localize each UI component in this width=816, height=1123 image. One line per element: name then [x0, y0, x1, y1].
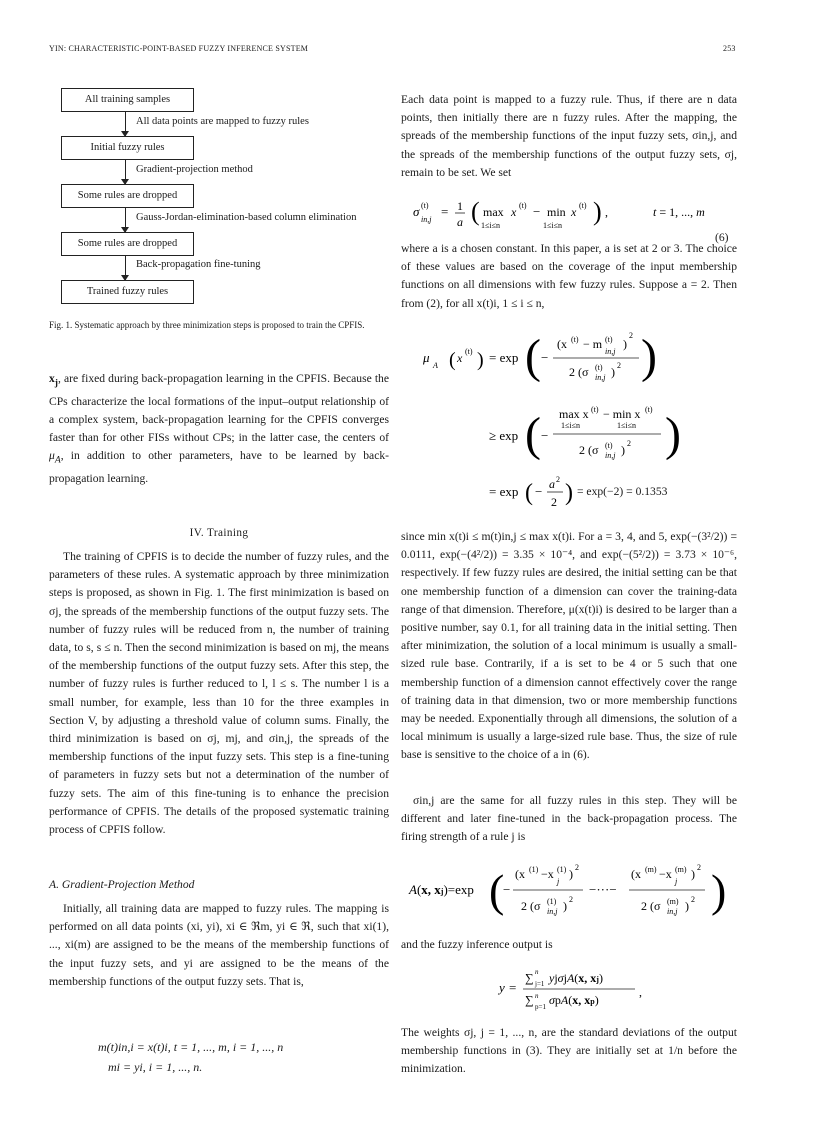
left-para-1: $x_j$, are fixed during back-propagation learning in the CPFIS. Because the CPs characterize the local formations of the input–output relationship of a complex system, back-propagation learning for the CPFIS converges faster than for other FISs without CPs; in the latter case, the centers of $\mu_A$, in addition to other parameters, have to be learned by back-propagation learning. [49, 372, 389, 485]
svg-text:(t): (t) [595, 363, 603, 372]
svg-text:j=1: j=1 [535, 980, 545, 988]
svg-text:): ) [685, 899, 689, 913]
svg-text:x: x [457, 351, 463, 365]
svg-text:2: 2 [627, 439, 631, 448]
svg-text:2: 2 [691, 895, 695, 904]
svg-text:(1): (1) [557, 865, 567, 874]
svg-text:in,j: in,j [605, 451, 616, 460]
svg-text:n: n [535, 968, 539, 976]
left-para-3: Initially, all training data are mapped to fuzzy rules. The mapping is performed on all data points (xi, yi), xi ∈ ℜm, yi ∈ ℜ, such that xi(1), ..., xi(m) are assigned to be the means of the membership functions of the input fuzzy sets, and yi are assigned to be the means of the membership functions of the output fuzzy sets. That is, [49, 902, 389, 988]
svg-text:): ) [611, 365, 615, 379]
svg-text:2: 2 [629, 331, 633, 340]
svg-text:j: j [557, 877, 560, 886]
svg-text:(m): (m) [645, 865, 657, 874]
svg-text:1≤i≤n: 1≤i≤n [561, 421, 581, 430]
svg-text:−: − [541, 350, 549, 365]
svg-text:a: a [549, 477, 555, 491]
svg-text:(t): (t) [571, 335, 579, 344]
svg-text:1≤i≤n: 1≤i≤n [543, 221, 563, 230]
svg-text:∑: ∑ [525, 971, 534, 985]
subsection-heading: A. Gradient-Projection Method [49, 878, 195, 891]
svg-text:max: max [483, 205, 504, 219]
svg-text:∑: ∑ [525, 993, 534, 1007]
svg-text:): ) [641, 330, 657, 383]
svg-text:σ: σ [413, 204, 420, 219]
flow-box: Initial fuzzy rules [61, 136, 194, 160]
para-text: , in addition to other parameters, have to be learned by back-propagation learning. [49, 449, 389, 485]
svg-text:in,j: in,j [605, 347, 616, 356]
svg-text:2 (σ: 2 (σ [579, 443, 599, 457]
svg-text:=: = [441, 204, 449, 219]
svg-text:): ) [711, 865, 727, 916]
svg-text:(x: (x [631, 867, 641, 881]
svg-text:−x: −x [541, 867, 554, 881]
svg-text:1: 1 [457, 199, 463, 213]
svg-text:− min x: − min x [603, 407, 641, 421]
svg-text:(t): (t) [605, 441, 613, 450]
svg-text:y: y [499, 980, 505, 995]
svg-text:(: ( [471, 197, 480, 226]
svg-text:2: 2 [569, 895, 573, 904]
flow-box: All training samples [61, 88, 194, 112]
svg-text:(t): (t) [519, 201, 527, 210]
svg-text:): ) [665, 408, 681, 461]
svg-text:in,j: in,j [421, 215, 432, 224]
figure-caption: Fig. 1. Systematic approach by three minimization steps is proposed to train the CPFIS. [49, 320, 365, 330]
right-para-3: since min x(t)i ≤ m(t)in,j ≤ max x(t)i. For a = 3, 4, and 5, exp(−(3²/2)) = 0.0111, exp(−(4²/2)) = 3.35 × 10⁻⁴, and exp(−(5²/2)) = 3.73 × 10⁻⁶, respectively. If few fuzzy rules are desired, the initial setting can be that one membership function of a dimension can cover the training-data range of that dimension. Therefore, μ(x(t)i) is desired to be larger than a positive number, say 0.1, for all training data in the initial setting. Then after minimization, the solution of a local minimum is usually a small-sized rule base. Contrarily, if a is set to be 4 or 5 such that one membership function of a dimension cannot effectively cover the range of training data in that dimension, two or more membership functions may be needed. Exponentially through all dimensions, the solution of a local minimum is usually a large-sized rule base. Thus, the size of rule base is sensitive to the choice of a in (6). [401, 530, 737, 762]
svg-text:a: a [457, 215, 463, 229]
svg-text:−: − [535, 484, 543, 499]
svg-text:max x: max x [559, 407, 589, 421]
svg-text:): ) [569, 867, 573, 881]
flow-step-label: Back-propagation fine-tuning [136, 259, 261, 270]
svg-text:,: , [639, 985, 642, 999]
right-para-5: and the fuzzy inference output is [401, 938, 553, 951]
para-text: , are fixed during back-propagation learning in the CPFIS. Because the CPs characterize the local formations of the input–output relationship of a complex system, back-propagation learning for the CPFIS converges faster than for other FISs without CPs; in the latter case, the centers of [49, 372, 389, 444]
right-para-2: where a is a chosen constant. In this paper, a is set at 2 or 3. The choice of these values are based on the coverage of the input membership functions on all dimensions with few fuzzy rules. Suppose a = 2. Then from (2), for all x(t)i, 1 ≤ i ≤ n, [401, 242, 737, 310]
svg-text:A: A [433, 361, 438, 370]
svg-text:in,j: in,j [547, 907, 558, 916]
svg-text:= exp: = exp [489, 484, 519, 499]
svg-text:−: − [503, 882, 511, 897]
svg-text:(m): (m) [675, 865, 687, 874]
svg-text:(: ( [489, 865, 505, 916]
svg-text:): ) [691, 867, 695, 881]
svg-text:x: x [511, 205, 517, 219]
svg-text:min: min [547, 205, 566, 219]
equation-result: = exp(−2) = 0.1353 [577, 485, 668, 498]
svg-text:2: 2 [556, 475, 560, 484]
svg-text:μ: μ [423, 350, 430, 365]
svg-text:−···−: −···− [589, 882, 617, 897]
flow-box: Some rules are dropped [61, 184, 194, 208]
right-para-6: The weights σj, j = 1, ..., n, are the standard deviations of the output membership functions in (3). They are initially set at 1/n before the minimization. [401, 1026, 737, 1076]
inference-output-equation [401, 962, 737, 1014]
equation-6 [401, 188, 737, 246]
svg-text:(: ( [525, 480, 533, 506]
svg-text:(t): (t) [591, 405, 599, 414]
svg-text:): ) [593, 197, 602, 226]
section-heading: IV. Training [189, 527, 249, 539]
svg-text:in,j: in,j [667, 907, 678, 916]
svg-text:): ) [565, 480, 573, 506]
svg-text:2 (σ: 2 (σ [521, 899, 541, 913]
flow-step-label: Gradient-projection method [136, 164, 253, 175]
svg-text:(t): (t) [421, 201, 429, 210]
svg-text:A(x, xj)=exp: A(x, xj)=exp [409, 882, 474, 897]
svg-text:2: 2 [575, 863, 579, 872]
running-title: YIN: CHARACTERISTIC-POINT-BASED FUZZY INFERENCE SYSTEM [49, 44, 309, 53]
svg-text:j: j [675, 877, 678, 886]
svg-text:1≤i≤n: 1≤i≤n [617, 421, 637, 430]
svg-text:): ) [477, 349, 484, 371]
svg-text:(1): (1) [547, 897, 557, 906]
svg-text:(t): (t) [465, 347, 473, 356]
svg-text:(m): (m) [667, 897, 679, 906]
equation-line: mi = yi, i = 1, ..., n. [108, 1060, 203, 1074]
svg-text:− m: − m [583, 337, 603, 351]
flow-box: Some rules are dropped [61, 232, 194, 256]
equation-line: m(t)in,i = x(t)i, t = 1, ..., m, i = 1, ..., n [98, 1040, 284, 1054]
svg-text:2: 2 [617, 361, 621, 370]
svg-text:,: , [605, 205, 608, 219]
svg-text:2 (σ: 2 (σ [569, 365, 589, 379]
svg-text:(: ( [449, 349, 456, 371]
svg-text:2 (σ: 2 (σ [641, 899, 661, 913]
svg-text:(1): (1) [529, 865, 539, 874]
svg-text:2: 2 [551, 495, 557, 508]
svg-text:t = 1, ..., m: t = 1, ..., m [653, 205, 705, 219]
svg-text:in,j: in,j [595, 373, 606, 382]
left-para-2: The training of CPFIS is to decide the number of fuzzy rules, and the parameters of these rules. A systematic approach by three minimization steps is proposed, as shown in Fig. 1. The first minimization is based on σj, the spreads of the membership functions of the output fuzzy sets. The number of fuzzy rules will be reduced from n, the number of training data, to s, s ≤ n. Then the second minimization is based on mj, the means of the membership functions of the output fuzzy sets. After this step, the number of fuzzy rules is further reduced to l, l ≤ s. The number l is a small number, for example, less than 10 for the three examples in Section V, by adjusting a threshold value of column sums. Finally, the third minimization is based on σj, mj, and σin,j, the spreads of the membership functions of the input fuzzy sets. This step is a fine-tuning of parameters in fuzzy sets but not a determination of the number of fuzzy sets. The aim of this fine-tuning is to enhance the precision performance of CPFIS. The details of the proposed systematic training process of CPFIS follow. [49, 550, 389, 837]
flow-box: Trained fuzzy rules [61, 280, 194, 304]
flow-step-label: All data points are mapped to fuzzy rules [136, 116, 309, 127]
svg-text:): ) [621, 443, 625, 457]
svg-text:= exp: = exp [489, 350, 519, 365]
svg-text:−: − [541, 428, 549, 443]
equation-number: (6) [715, 231, 729, 244]
membership-derivation [401, 318, 737, 508]
svg-text:): ) [563, 899, 567, 913]
svg-text:): ) [623, 337, 627, 351]
right-para-1: Each data point is mapped to a fuzzy rule. Thus, if there are n data points, then initially there are n fuzzy rules. After the mapping, the spreads of the membership functions of the input fuzzy sets, σin,j, and the spreads of the membership functions of the output fuzzy sets, σj, remain to be set. We set [401, 93, 737, 179]
svg-text:p=1: p=1 [535, 1003, 546, 1011]
svg-text:(: ( [525, 330, 541, 383]
svg-text:(x: (x [557, 337, 567, 351]
svg-text:σpA(x, xp): σpA(x, xp) [549, 993, 599, 1007]
svg-text:1≤i≤n: 1≤i≤n [481, 221, 501, 230]
svg-text:(: ( [525, 408, 541, 461]
svg-text:≥ exp: ≥ exp [489, 428, 519, 443]
firing-strength-equation [401, 858, 737, 928]
svg-text:(t): (t) [605, 335, 613, 344]
page-number: 253 [723, 44, 736, 53]
svg-text:x: x [571, 205, 577, 219]
svg-text:(x: (x [515, 867, 525, 881]
svg-text:2: 2 [697, 863, 701, 872]
flow-step-label: Gauss-Jordan-elimination-based column elimination [136, 212, 357, 223]
svg-text:yjσjA(x, xj): yjσjA(x, xj) [549, 971, 603, 985]
right-para-4: σin,j are the same for all fuzzy rules in this step. They will be different and later fine-tuned in the back-propagation process. The firing strength of a rule j is [401, 794, 737, 844]
svg-text:n: n [535, 992, 539, 1000]
svg-text:(t): (t) [579, 201, 587, 210]
svg-text:(t): (t) [645, 405, 653, 414]
svg-text:=: = [509, 980, 517, 995]
svg-text:−x: −x [659, 867, 672, 881]
svg-text:−: − [533, 204, 541, 219]
